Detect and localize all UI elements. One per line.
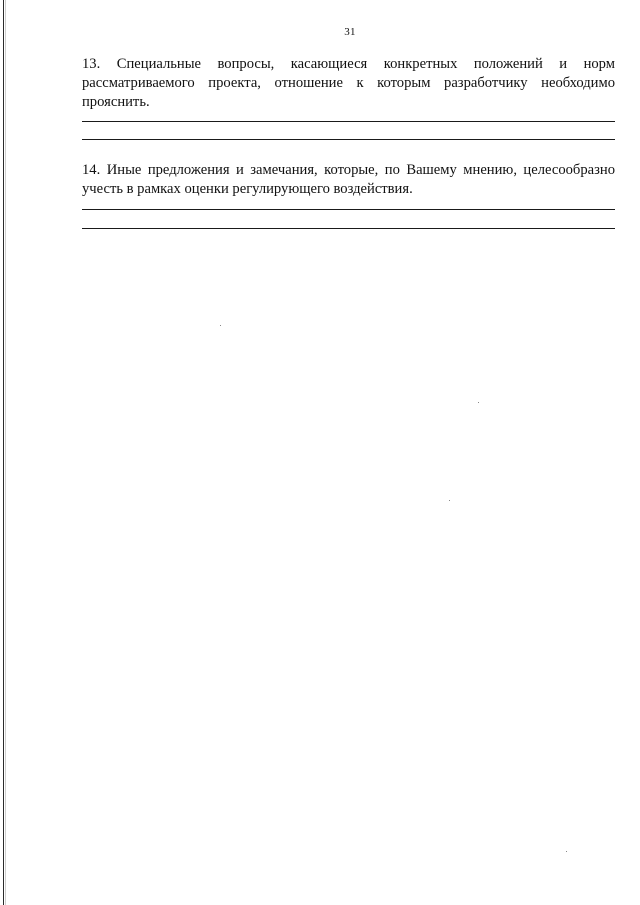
scan-speck [566,851,567,852]
answer-line-13-1[interactable] [82,121,615,122]
question-14-number: 14. [82,162,101,178]
scan-speck [478,402,479,403]
question-13-text: Специальные вопросы, касающиеся конкретных положений и норм рассматриваемого проекта, отношение к которым разработчику необходимо прояснить. [82,56,615,110]
scan-edge-shadow [5,0,6,905]
answer-line-13-2[interactable] [82,139,615,140]
scan-speck [220,325,221,326]
scan-speck [449,500,450,501]
question-13 [82,55,615,112]
answer-line-14-1[interactable] [82,209,615,210]
scan-edge-line [3,0,4,905]
answer-line-14-2[interactable] [82,228,615,229]
question-14 [82,161,615,199]
question-14-text: Иные предложения и замечания, которые, по Вашему мнению, целесообразно учесть в рамках оценки регулирующего воздействия. [82,162,615,197]
page-number: 31 [344,26,356,38]
question-13-number: 13. [82,56,101,72]
